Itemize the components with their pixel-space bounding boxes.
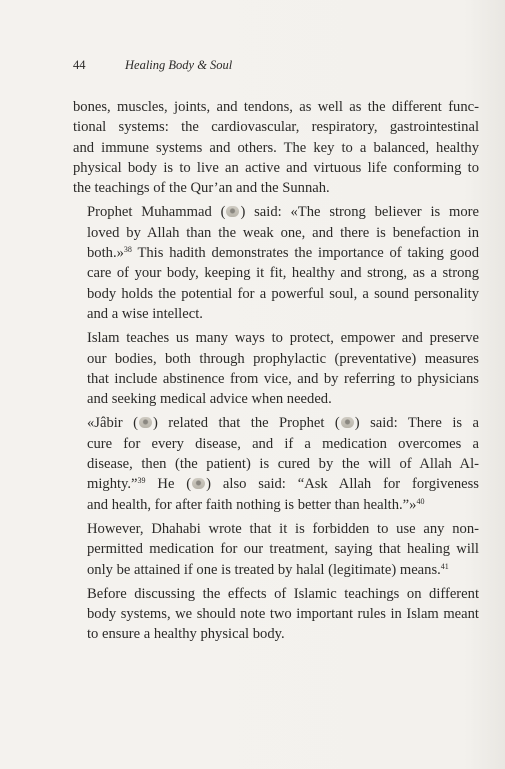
- footnote-ref: 41: [440, 561, 449, 571]
- text-line: [73, 474, 479, 494]
- paragraph-4-quote: [73, 413, 479, 514]
- text-run: ) said: «The strong believer is more: [240, 204, 479, 221]
- page-header: [73, 58, 232, 73]
- text-line: and immune systems and others. The key to a balanced, healthy: [73, 139, 479, 156]
- text-line: body holds the potential for a powerful soul, a sound personality: [87, 285, 479, 302]
- text-line: However, Dhahabi wrote that it is forbidden to use any non-: [87, 520, 479, 537]
- text-line: our bodies, both through prophylactic (preventative) measures: [87, 350, 479, 367]
- text-run: He (: [145, 476, 192, 493]
- footnote-ref: 40: [416, 496, 425, 506]
- text-line: care of your body, keeping it fit, healthy and strong, as a strong: [87, 265, 479, 282]
- text-run: ) said: There is a: [354, 415, 479, 432]
- text-line: tional systems: the cardiovascular, respiratory, gastrointestinal: [73, 119, 479, 136]
- running-title: Healing Body & Soul: [125, 58, 233, 72]
- salutation-glyph-icon: [226, 206, 239, 217]
- text-run: mighty.”: [87, 476, 138, 493]
- text-line: the teachings of the Qur’an and the Sunnah.: [73, 180, 330, 197]
- footnote-ref: 38: [123, 245, 132, 255]
- paragraph-2: [73, 202, 479, 324]
- paragraph-1: [73, 97, 479, 198]
- text-line: Before discussing the effects of Islamic teachings on different: [87, 585, 479, 602]
- text-line: that include abstinence from vice, and by referring to physicians: [87, 370, 479, 387]
- footnote-ref: 39: [137, 476, 146, 486]
- text-line: to ensure a healthy physical body.: [87, 626, 285, 643]
- text-run: and health, for after faith nothing is better than health.”»: [87, 496, 417, 513]
- text-run: This hadith demonstrates the importance of taking good: [131, 245, 479, 262]
- text-line: [73, 202, 479, 222]
- paragraph-5: [73, 519, 479, 580]
- salutation-glyph-icon: [192, 478, 205, 489]
- text-line: bones, muscles, joints, and tendons, as well as the different func-: [73, 99, 479, 115]
- text-line: body systems, we should note two important rules in Islam meant: [87, 606, 479, 623]
- text-line: physical body is to live an active and virtuous life conforming to: [73, 159, 479, 176]
- text-line: [73, 560, 479, 580]
- text-line: disease, then (the patient) is cured by the will of Allah Al-: [87, 456, 479, 473]
- text-line: and a wise intellect.: [87, 305, 203, 322]
- text-run: ) related that the Prophet (: [152, 415, 340, 432]
- text-line: loved by Allah than the weak one, and there is benefaction in: [87, 224, 479, 241]
- salutation-glyph-icon: [139, 417, 152, 428]
- paragraph-6: [73, 584, 479, 645]
- text-line: [73, 495, 479, 515]
- text-line: [73, 243, 479, 263]
- text-line: Islam teaches us many ways to protect, empower and preserve: [87, 330, 479, 347]
- text-line: [73, 413, 479, 433]
- body-text: [73, 97, 479, 649]
- text-run: only be attained if one is treated by halal (legitimate) means.: [87, 561, 441, 578]
- text-run: both.»: [87, 245, 124, 262]
- text-run: ) also said: “Ask Allah for forgiveness: [206, 476, 479, 493]
- page-number: 44: [73, 58, 86, 72]
- text-run: Prophet Muhammad (: [87, 204, 226, 221]
- salutation-glyph-icon: [341, 417, 354, 428]
- text-line: and seeking medical advice when needed.: [87, 391, 332, 408]
- paragraph-3: [73, 328, 479, 409]
- text-line: cure for every disease, and if a medication overcomes a: [87, 435, 479, 452]
- text-line: permitted medication for our treatment, saying that healing will: [87, 541, 479, 558]
- text-run: «Jâbir (: [87, 415, 138, 432]
